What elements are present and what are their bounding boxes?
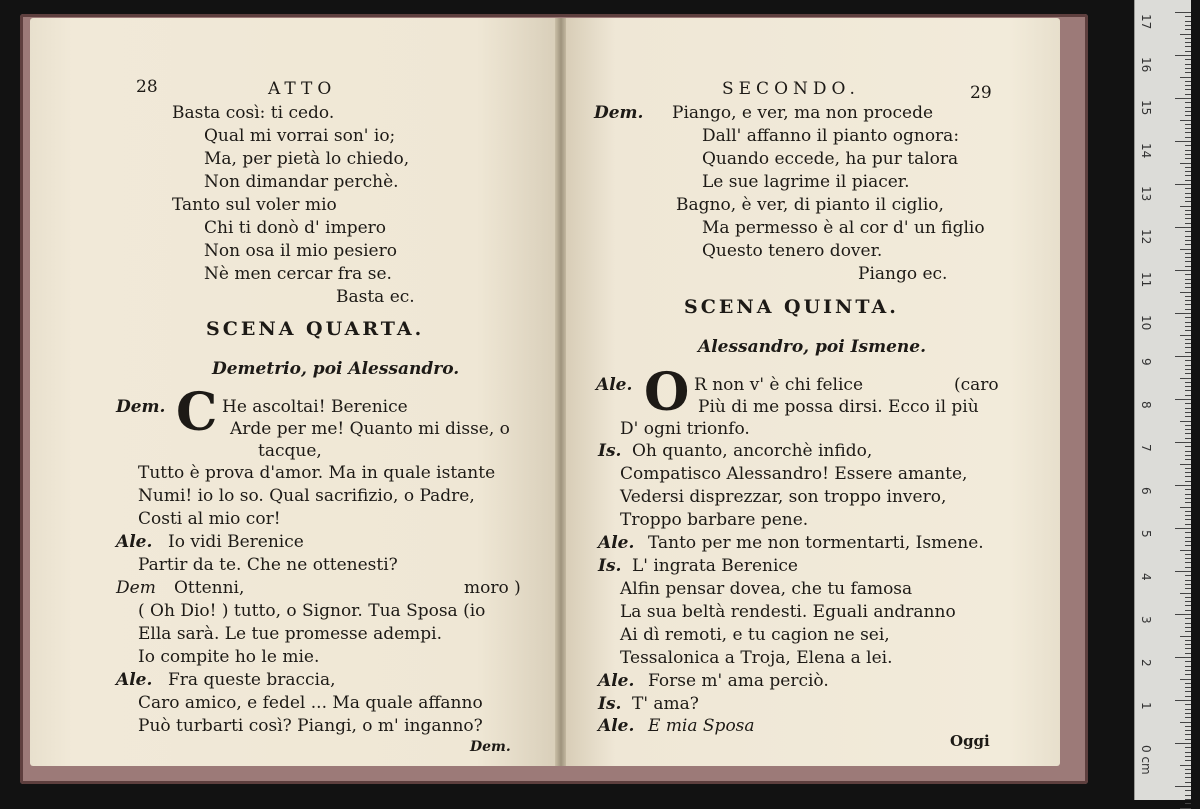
ruler-tick (1185, 640, 1191, 641)
ruler-number: 9 (1139, 358, 1153, 366)
ruler-tick (1185, 68, 1191, 69)
ruler-tick (1185, 283, 1191, 284)
dialogue-line: Io vidi Berenice (168, 532, 304, 552)
ruler-number: 4 (1139, 573, 1153, 581)
ruler-tick (1185, 623, 1191, 624)
speaker: Is. (598, 441, 622, 461)
scene-characters: Demetrio, poi Alessandro. (212, 359, 460, 379)
verse-line: Piango, e ver, ma non procede (672, 103, 934, 123)
ruler-tick (1185, 752, 1191, 753)
ruler-tick (1175, 270, 1191, 271)
ruler-tick (1185, 653, 1191, 654)
ruler-tick (1185, 515, 1191, 516)
ruler-tick (1185, 610, 1191, 611)
ruler-tick (1185, 365, 1191, 366)
ruler-tick (1185, 476, 1191, 477)
ruler-tick (1185, 21, 1191, 22)
dialogue-line: Tanto per me non tormentarti, Ismene. (648, 533, 984, 553)
ruler-tick (1185, 154, 1191, 155)
ruler-tick (1185, 726, 1191, 727)
ruler-tick (1180, 636, 1191, 637)
ruler-tick (1185, 244, 1191, 245)
verse-line: Piango ec. (858, 264, 948, 284)
ruler-tick (1185, 274, 1191, 275)
ruler-tick (1185, 498, 1191, 499)
speaker: Ale. (116, 670, 153, 690)
ruler-tick (1175, 657, 1191, 658)
ruler-tick (1185, 132, 1191, 133)
ruler-tick (1185, 352, 1191, 353)
ruler-tick (1185, 709, 1191, 710)
ruler-tick (1175, 743, 1191, 744)
ruler-tick (1180, 34, 1191, 35)
scene-characters: Alessandro, poi Ismene. (698, 337, 927, 357)
ruler-tick (1185, 360, 1191, 361)
ruler-tick (1175, 141, 1191, 142)
ruler-tick (1185, 214, 1191, 215)
ruler-tick (1185, 124, 1191, 125)
dialogue-line: Compatisco Alessandro! Essere amante, (620, 464, 968, 484)
ruler-tick (1185, 137, 1191, 138)
ruler-tick (1185, 188, 1191, 189)
ruler-tick (1185, 231, 1191, 232)
ruler-tick (1185, 627, 1191, 628)
ruler-tick (1185, 567, 1191, 568)
ruler-tick (1175, 227, 1191, 228)
ruler-tick (1180, 679, 1191, 680)
ruler-tick (1185, 339, 1191, 340)
ruler-tick (1185, 51, 1191, 52)
ruler-number: 15 (1139, 100, 1153, 116)
ruler-tick (1185, 64, 1191, 65)
ruler-tick (1175, 786, 1191, 787)
ruler-tick (1185, 175, 1191, 176)
ruler-number: 8 (1139, 401, 1153, 409)
ruler-number: 10 (1139, 315, 1153, 331)
dialogue-line: Forse m' ama perciò. (648, 671, 829, 691)
ruler-tick (1185, 545, 1191, 546)
ruler-tick (1185, 81, 1191, 82)
ruler-tick (1185, 300, 1191, 301)
ruler-tick (1185, 287, 1191, 288)
ruler-tick (1185, 674, 1191, 675)
ruler-tick (1185, 666, 1191, 667)
ruler-number: 14 (1139, 143, 1153, 159)
ruler-tick (1185, 438, 1191, 439)
ruler-tick (1185, 713, 1191, 714)
ruler-tick (1185, 519, 1191, 520)
ruler-tick (1185, 322, 1191, 323)
dialogue-line: D' ogni trionfo. (620, 419, 750, 439)
ruler-tick (1185, 128, 1191, 129)
ruler-tick (1185, 279, 1191, 280)
verse-line: Le sue lagrime il piacer. (702, 172, 910, 192)
dialogue-line: Ottenni, (174, 578, 245, 598)
ruler-tick (1185, 803, 1191, 804)
ruler-tick (1180, 378, 1191, 379)
ruler-tick (1185, 429, 1191, 430)
ruler-tick (1185, 236, 1191, 237)
ruler-tick (1175, 55, 1191, 56)
dialogue-line: Partir da te. Che ne ottenesti? (138, 555, 398, 575)
ruler-tick (1185, 481, 1191, 482)
verse-line: Basta così: ti cedo. (172, 103, 335, 123)
ruler-tick (1180, 765, 1191, 766)
speaker: Ale. (116, 532, 153, 552)
dialogue-line: ( Oh Dio! ) tutto, o Signor. Tua Sposa (io (138, 601, 486, 621)
ruler-tick (1185, 511, 1191, 512)
ruler-tick (1185, 304, 1191, 305)
speaker: Is. (598, 556, 622, 576)
ruler-tick (1185, 618, 1191, 619)
ruler-number: 6 (1139, 487, 1153, 495)
left-page (30, 18, 556, 766)
ruler-tick (1185, 580, 1191, 581)
ruler-tick (1185, 347, 1191, 348)
ruler-tick (1185, 369, 1191, 370)
ruler-tick (1175, 442, 1191, 443)
dialogue-line: Vedersi disprezzar, son troppo invero, (620, 487, 947, 507)
ruler-number: 2 (1139, 659, 1153, 667)
dialogue-line: La sua beltà rendesti. Eguali andranno (620, 602, 956, 622)
ruler-tick (1185, 644, 1191, 645)
ruler-tick (1185, 760, 1191, 761)
ruler-tick (1175, 313, 1191, 314)
dialogue-line: Ai dì remoti, e tu cagion ne sei, (620, 625, 890, 645)
ruler-tick (1180, 206, 1191, 207)
page-number: 28 (136, 77, 158, 97)
ruler-tick (1185, 489, 1191, 490)
ruler-tick (1185, 94, 1191, 95)
dialogue-line: E mia Sposa (648, 716, 755, 736)
verse-line: Dall' affanno il pianto ognora: (702, 126, 960, 146)
ruler-tick (1185, 605, 1191, 606)
ruler-tick (1180, 120, 1191, 121)
ruler-tick (1175, 356, 1191, 357)
ruler-tick (1175, 571, 1191, 572)
ruler-tick (1185, 459, 1191, 460)
verse-line: Nè men cercar fra se. (204, 264, 392, 284)
ruler-tick (1185, 425, 1191, 426)
ruler-tick (1185, 562, 1191, 563)
verse-line: Bagno, è ver, di pianto il ciglio, (676, 195, 944, 215)
speaker: Ale. (598, 716, 635, 736)
ruler-tick (1185, 261, 1191, 262)
ruler-tick (1185, 777, 1191, 778)
dialogue-line: tacque, (258, 441, 322, 461)
ruler-tick (1185, 193, 1191, 194)
ruler-tick (1185, 696, 1191, 697)
ruler-tick (1185, 734, 1191, 735)
verse-line: Ma permesso è al cor d' un figlio (702, 218, 985, 238)
ruler-tick (1185, 46, 1191, 47)
ruler-tick (1185, 390, 1191, 391)
dialogue-line: Tessalonica a Troja, Elena a lei. (620, 648, 893, 668)
speaker: Dem (116, 578, 156, 598)
ruler-tick (1185, 670, 1191, 671)
dialogue-line: Può turbarti così? Piangi, o m' inganno? (138, 716, 483, 736)
ruler-tick (1185, 412, 1191, 413)
ruler-number: 7 (1139, 444, 1153, 452)
ruler-tick (1185, 558, 1191, 559)
ruler-number: 5 (1139, 530, 1153, 538)
ruler-tick (1185, 472, 1191, 473)
ruler-tick (1185, 343, 1191, 344)
ruler-tick (1185, 158, 1191, 159)
ruler-tick (1185, 537, 1191, 538)
ruler-tick (1185, 648, 1191, 649)
ruler-tick (1185, 451, 1191, 452)
dialogue-line: He ascoltai! Berenice (222, 397, 408, 417)
ruler-number: 1 (1139, 702, 1153, 710)
dialogue-line: Ella sarà. Le tue promesse adempi. (138, 624, 443, 644)
ruler-tick (1185, 42, 1191, 43)
ruler-tick (1180, 550, 1191, 551)
ruler-tick (1185, 395, 1191, 396)
ruler-tick (1180, 335, 1191, 336)
ruler-tick (1185, 704, 1191, 705)
ruler-tick (1185, 180, 1191, 181)
ruler-tick (1180, 249, 1191, 250)
ruler-tick (1185, 739, 1191, 740)
ruler-tick (1185, 730, 1191, 731)
ruler-tick (1185, 575, 1191, 576)
verse-line: Ma, per pietà lo chiedo, (204, 149, 410, 169)
ruler-tick (1185, 59, 1191, 60)
ruler-tick (1185, 150, 1191, 151)
verse-line: Non osa il mio pesiero (204, 241, 397, 261)
verse-line: Quando eccede, ha pur talora (702, 149, 959, 169)
ruler-tick (1185, 72, 1191, 73)
ruler-tick (1185, 795, 1191, 796)
verse-line: Basta ec. (336, 287, 415, 307)
speaker: Dem. (594, 103, 644, 123)
ruler-tick (1175, 98, 1191, 99)
ruler-tick (1185, 145, 1191, 146)
ruler-tick (1185, 661, 1191, 662)
ruler-tick (1185, 687, 1191, 688)
dialogue-line-right: moro ) (464, 578, 521, 598)
ruler-tick (1185, 756, 1191, 757)
dialogue-line: Numi! io lo so. Qual sacrifizio, o Padre, (138, 486, 475, 506)
ruler-tick (1185, 386, 1191, 387)
ruler-tick (1185, 330, 1191, 331)
ruler-tick (1185, 257, 1191, 258)
speaker: Ale. (598, 533, 635, 553)
ruler-tick (1185, 317, 1191, 318)
dialogue-line-right: (caro (954, 375, 999, 395)
ruler-tick (1180, 464, 1191, 465)
page-number: 29 (970, 83, 992, 103)
ruler-tick (1185, 782, 1191, 783)
verse-line: Tanto sul voler mio (172, 195, 337, 215)
catchword: Dem. (470, 739, 511, 755)
ruler-tick (1175, 399, 1191, 400)
ruler-tick (1185, 416, 1191, 417)
ruler-tick (1180, 421, 1191, 422)
dialogue-line: Troppo barbare pene. (620, 510, 809, 530)
dialogue-line: Arde per me! Quanto mi disse, o (230, 419, 510, 439)
ruler-tick (1185, 25, 1191, 26)
ruler-tick (1185, 167, 1191, 168)
ruler-tick (1185, 597, 1191, 598)
ruler-tick (1175, 528, 1191, 529)
ruler-tick (1185, 107, 1191, 108)
ruler-tick (1185, 253, 1191, 254)
ruler-tick (1185, 89, 1191, 90)
ruler-tick (1185, 218, 1191, 219)
ruler-number: 0 cm (1139, 745, 1153, 775)
ruler-number: 12 (1139, 229, 1153, 245)
ruler-tick (1185, 223, 1191, 224)
drop-cap: O (644, 362, 690, 423)
ruler-tick (1175, 12, 1191, 13)
ruler-tick (1185, 769, 1191, 770)
speaker: Is. (598, 694, 622, 714)
scene-title: SCENA QUINTA. (684, 296, 899, 318)
ruler-tick (1185, 38, 1191, 39)
speaker: Ale. (598, 671, 635, 691)
speaker: Dem. (116, 397, 166, 417)
running-head: SECONDO. (722, 79, 860, 99)
ruler-tick (1185, 554, 1191, 555)
ruler-number: 13 (1139, 186, 1153, 202)
ruler-tick (1185, 102, 1191, 103)
ruler-tick (1185, 171, 1191, 172)
ruler-tick (1185, 790, 1191, 791)
ruler-tick (1185, 309, 1191, 310)
ruler-tick (1185, 532, 1191, 533)
ruler-tick (1185, 210, 1191, 211)
ruler-tick (1185, 29, 1191, 30)
ruler-tick (1185, 373, 1191, 374)
ruler-tick (1185, 524, 1191, 525)
dialogue-line: Tutto è prova d'amor. Ma in quale istante (138, 463, 496, 483)
ruler-tick (1185, 266, 1191, 267)
right-page (566, 18, 1060, 766)
ruler-tick (1180, 507, 1191, 508)
dialogue-line: Caro amico, e fedel ... Ma quale affanno (138, 693, 483, 713)
drop-cap: C (176, 382, 218, 443)
running-head: ATTO (268, 79, 337, 99)
ruler-tick (1175, 614, 1191, 615)
ruler-tick (1185, 584, 1191, 585)
ruler-tick (1185, 455, 1191, 456)
ruler-tick (1185, 403, 1191, 404)
dialogue-line: Oh quanto, ancorchè infido, (632, 441, 873, 461)
ruler-tick (1185, 240, 1191, 241)
ruler-tick (1185, 115, 1191, 116)
ruler-tick (1180, 77, 1191, 78)
ruler-tick (1185, 588, 1191, 589)
ruler-tick (1185, 85, 1191, 86)
ruler-tick (1185, 747, 1191, 748)
verse-line: Chi ti donò d' impero (204, 218, 386, 238)
ruler-tick (1175, 700, 1191, 701)
ruler-tick (1185, 326, 1191, 327)
ruler-number: 17 (1139, 14, 1153, 30)
dialogue-line: L' ingrata Berenice (632, 556, 798, 576)
ruler-tick (1185, 683, 1191, 684)
ruler-number: 3 (1139, 616, 1153, 624)
verse-line: Qual mi vorrai son' io; (204, 126, 396, 146)
measuring-ruler (1134, 0, 1191, 800)
ruler-tick (1175, 485, 1191, 486)
ruler-tick (1185, 446, 1191, 447)
ruler-tick (1185, 111, 1191, 112)
ruler-tick (1180, 163, 1191, 164)
ruler-tick (1185, 433, 1191, 434)
ruler-tick (1175, 184, 1191, 185)
ruler-tick (1185, 773, 1191, 774)
dialogue-line: T' ama? (632, 694, 699, 714)
ruler-tick (1185, 408, 1191, 409)
ruler-tick (1185, 691, 1191, 692)
ruler-number: 16 (1139, 57, 1153, 73)
catchword: Oggi (950, 732, 990, 750)
ruler-tick (1185, 197, 1191, 198)
verse-line: Non dimandar perchè. (204, 172, 399, 192)
ruler-tick (1185, 601, 1191, 602)
ruler-tick (1185, 382, 1191, 383)
ruler-tick (1185, 201, 1191, 202)
speaker: Ale. (596, 375, 633, 395)
verse-line: Questo tenero dover. (702, 241, 883, 261)
ruler-tick (1185, 717, 1191, 718)
dialogue-line: Alfin pensar dovea, che tu famosa (620, 579, 913, 599)
ruler-tick (1185, 494, 1191, 495)
ruler-tick (1180, 292, 1191, 293)
ruler-tick (1180, 722, 1191, 723)
ruler-tick (1185, 468, 1191, 469)
ruler-tick (1185, 296, 1191, 297)
ruler-tick (1185, 16, 1191, 17)
dialogue-line: Costi al mio cor! (138, 509, 281, 529)
dialogue-line: Fra queste braccia, (168, 670, 336, 690)
scene-title: SCENA QUARTA. (206, 318, 425, 340)
dialogue-line: Più di me possa dirsi. Ecco il più (698, 397, 979, 417)
ruler-tick (1185, 502, 1191, 503)
ruler-tick (1185, 631, 1191, 632)
ruler-tick (1180, 593, 1191, 594)
ruler-number: 11 (1139, 272, 1153, 288)
dialogue-line: R non v' è chi felice (694, 375, 864, 395)
ruler-tick (1180, 808, 1191, 809)
ruler-tick (1185, 541, 1191, 542)
dialogue-line: Io compite ho le mie. (138, 647, 320, 667)
